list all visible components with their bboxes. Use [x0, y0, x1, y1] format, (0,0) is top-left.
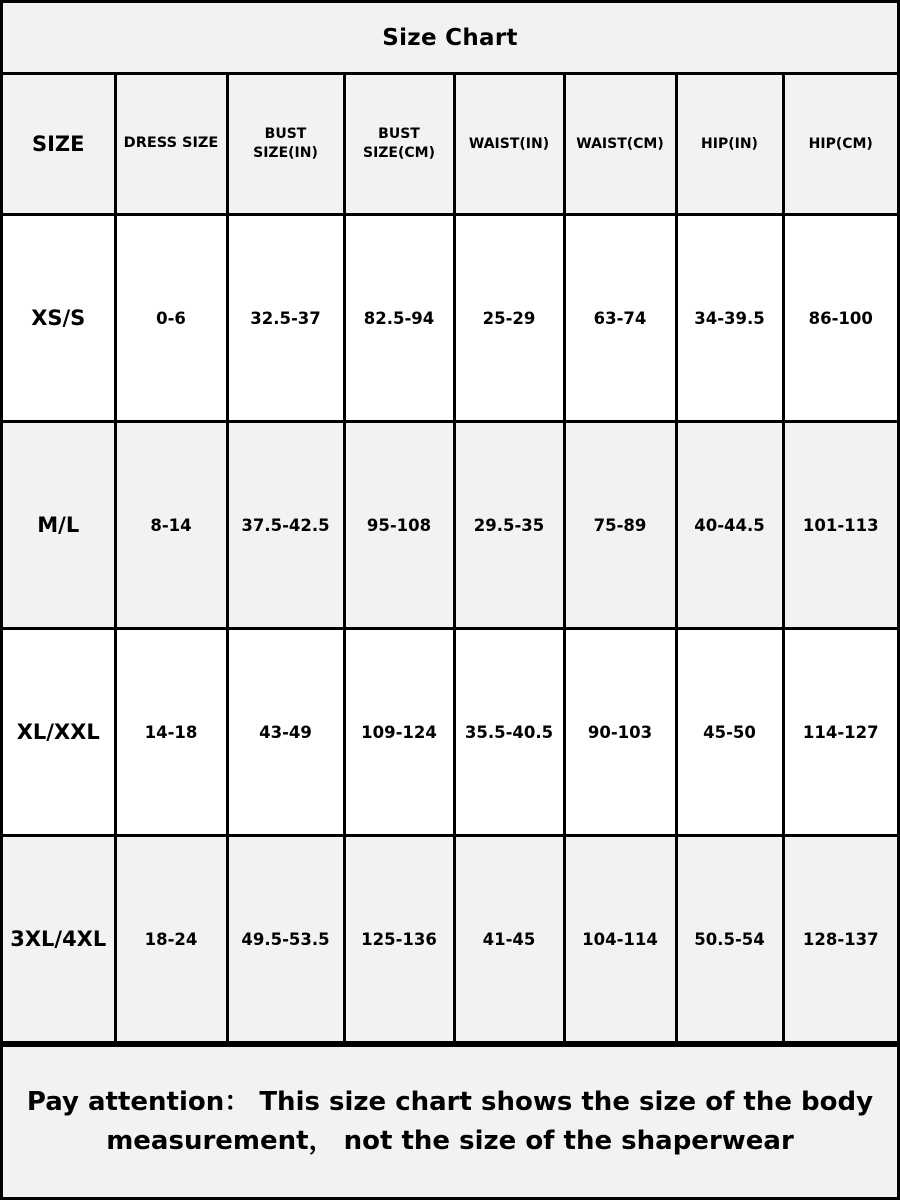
cell-waist-in: 35.5-40.5 [454, 629, 564, 836]
column-header-bust-cm-line1: BUST [378, 126, 420, 143]
cell-hip-cm: 128-137 [783, 836, 897, 1043]
cell-waist-in: 25-29 [454, 215, 564, 422]
cell-waist-cm: 104-114 [564, 836, 676, 1043]
cell-bust-in: 49.5-53.5 [227, 836, 344, 1043]
cell-hip-cm: 101-113 [783, 422, 897, 629]
column-header-bust-cm-line2: SIZE(CM) [362, 145, 435, 161]
cell-bust-cm: 109-124 [344, 629, 454, 836]
cell-waist-in: 29.5-35 [454, 422, 564, 629]
cell-hip-in: 50.5-54 [676, 836, 783, 1043]
column-header-bust-cm [344, 75, 454, 215]
page-title: Size Chart [3, 3, 897, 75]
cell-bust-cm: 82.5-94 [344, 215, 454, 422]
table-row [3, 629, 897, 836]
table-row [3, 836, 897, 1043]
cell-dress-size: 18-24 [115, 836, 227, 1043]
table-row [3, 215, 897, 422]
cell-waist-in: 41-45 [454, 836, 564, 1043]
cell-hip-cm: 86-100 [783, 215, 897, 422]
column-header-waist-cm: WAIST(CM) [564, 75, 676, 215]
cell-waist-cm: 75-89 [564, 422, 676, 629]
cell-waist-cm: 90-103 [564, 629, 676, 836]
cell-bust-cm: 95-108 [344, 422, 454, 629]
cell-dress-size: 8-14 [115, 422, 227, 629]
size-chart-note [3, 1044, 897, 1197]
size-chart-note-line1: Pay attention： This size chart shows the size of the body [26, 1087, 874, 1117]
column-header-bust-in-line2: SIZE(IN) [253, 145, 318, 161]
cell-bust-in: 37.5-42.5 [227, 422, 344, 629]
table-row [3, 422, 897, 629]
cell-dress-size: 0-6 [115, 215, 227, 422]
column-header-waist-in: WAIST(IN) [454, 75, 564, 215]
cell-bust-in: 43-49 [227, 629, 344, 836]
size-chart-table [3, 75, 897, 1044]
cell-dress-size: 14-18 [115, 629, 227, 836]
table-header-row [3, 75, 897, 215]
column-header-bust-in [227, 75, 344, 215]
cell-hip-in: 40-44.5 [676, 422, 783, 629]
cell-hip-cm: 114-127 [783, 629, 897, 836]
cell-bust-cm: 125-136 [344, 836, 454, 1043]
cell-hip-in: 45-50 [676, 629, 783, 836]
cell-size: M/L [3, 422, 115, 629]
cell-size: XL/XXL [3, 629, 115, 836]
cell-size: 3XL/4XL [3, 836, 115, 1043]
cell-hip-in: 34-39.5 [676, 215, 783, 422]
column-header-hip-cm: HIP(CM) [783, 75, 897, 215]
cell-bust-in: 32.5-37 [227, 215, 344, 422]
column-header-hip-in: HIP(IN) [676, 75, 783, 215]
cell-size: XS/S [3, 215, 115, 422]
column-header-dress-size: DRESS SIZE [115, 75, 227, 215]
column-header-bust-in-line1: BUST [264, 126, 307, 143]
cell-waist-cm: 63-74 [564, 215, 676, 422]
column-header-size: SIZE [3, 75, 115, 215]
size-chart-note-line2: measurement， not the size of the shaperwear [106, 1126, 794, 1156]
